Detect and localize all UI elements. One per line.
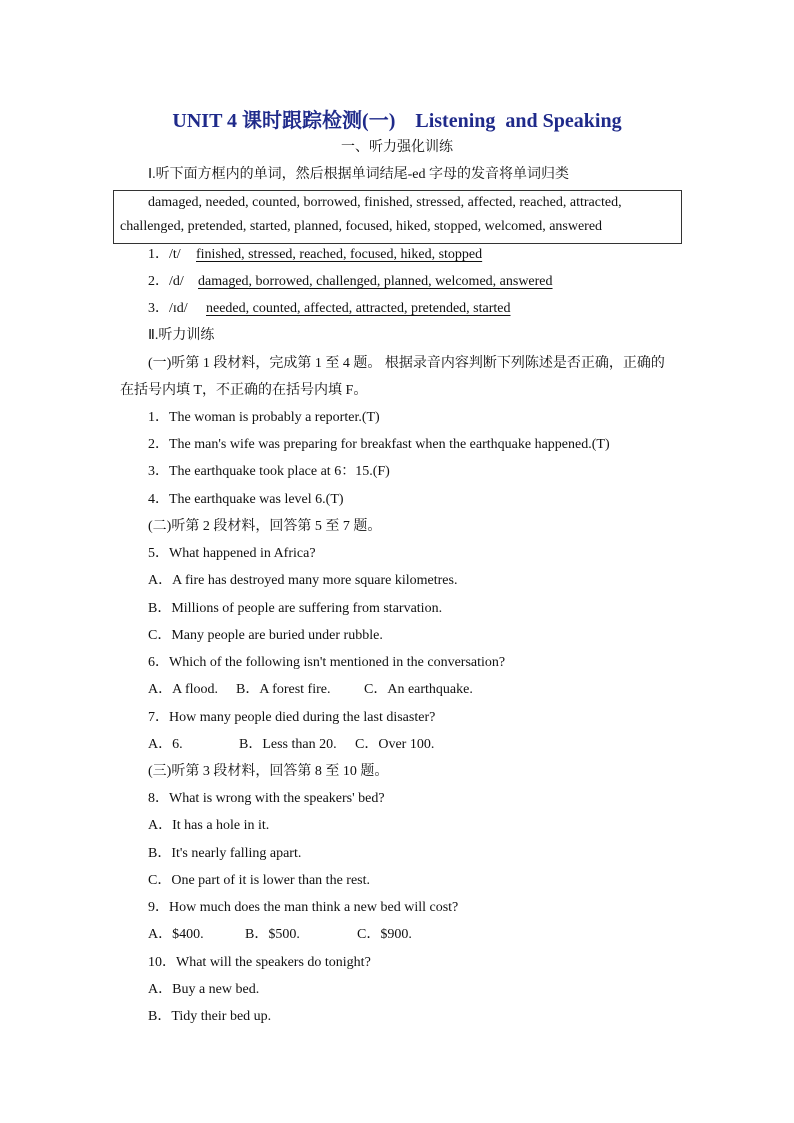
- answer-text: damaged, borrowed, challenged, planned, welcomed, answered: [198, 274, 553, 289]
- question-8-option-b: B．It's nearly falling apart.: [148, 846, 302, 861]
- answer-label: 1．/t/: [148, 247, 181, 262]
- answer-label: 3．/ɪd/: [148, 301, 188, 316]
- question-3: 3．The earthquake took place at 6：15.(F): [148, 464, 390, 479]
- answer-label: 2．/d/: [148, 274, 184, 289]
- page-title: UNIT 4 课时跟踪检测(一) Listening and Speaking: [172, 110, 622, 132]
- question-1: 1．The woman is probably a reporter.(T): [148, 410, 380, 425]
- question-8-option-c: C．One part of it is lower than the rest.: [148, 873, 371, 888]
- question-6: 6．Which of the following isn't mentioned in the conversation?: [148, 655, 506, 670]
- section-1-instruction-line-2: 在括号内填 T，不正确的在括号内填 F。: [120, 383, 368, 398]
- option-c: C．An earthquake.: [364, 682, 473, 697]
- word-box-line-1: damaged, needed, counted, borrowed, finished, stressed, affected, reached, attracted,: [148, 195, 622, 210]
- question-7-options: [148, 736, 434, 754]
- option-c: C．Over 100.: [355, 737, 435, 752]
- question-5: 5．What happened in Africa?: [148, 546, 316, 561]
- question-7: 7．How many people died during the last disaster?: [148, 710, 436, 725]
- option-a: A．$400.: [148, 927, 204, 942]
- part2-heading: Ⅱ.听力训练: [148, 328, 215, 343]
- answer-text: finished, stressed, reached, focused, hiked, stopped: [196, 247, 483, 262]
- question-4: 4．The earthquake was level 6.(T): [148, 492, 344, 507]
- option-b: B．Less than 20.: [239, 737, 337, 752]
- question-8: 8．What is wrong with the speakers' bed?: [148, 791, 385, 806]
- question-10: 10．What will the speakers do tonight?: [148, 955, 371, 970]
- section-3-instruction: (三)听第 3 段材料，回答第 8 至 10 题。: [148, 764, 389, 779]
- option-a: A．6.: [148, 737, 183, 752]
- word-box-line-2: challenged, pretended, started, planned, focused, hiked, stopped, welcomed, answered: [120, 219, 603, 234]
- answer-row-id: [148, 300, 510, 318]
- question-10-option-b: B．Tidy their bed up.: [148, 1009, 272, 1024]
- question-9-options: [148, 926, 412, 944]
- question-5-option-a: A．A fire has destroyed many more square kilometres.: [148, 573, 458, 588]
- answer-row-d: [148, 273, 553, 291]
- section-heading-one: 一、听力强化训练: [341, 140, 453, 155]
- question-2: 2．The man's wife was preparing for breakfast when the earthquake happened.(T): [148, 437, 610, 452]
- question-5-option-b: B．Millions of people are suffering from starvation.: [148, 601, 443, 616]
- section-2-instruction: (二)听第 2 段材料，回答第 5 至 7 题。: [148, 519, 382, 534]
- section-1-instruction-line-1: (一)听第 1 段材料，完成第 1 至 4 题。 根据录音内容判断下列陈述是否正确，正确的: [148, 356, 665, 371]
- option-b: B．A forest fire.: [236, 682, 331, 697]
- question-8-option-a: A．It has a hole in it.: [148, 818, 270, 833]
- part1-instruction: Ⅰ.听下面方框内的单词，然后根据单词结尾-ed 字母的发音将单词归类: [148, 167, 570, 182]
- question-10-option-a: A．Buy a new bed.: [148, 982, 260, 997]
- option-c: C．$900.: [357, 927, 412, 942]
- answer-text: needed, counted, affected, attracted, pretended, started: [206, 301, 511, 316]
- option-a: A．A flood.: [148, 682, 218, 697]
- answer-row-t: [148, 246, 482, 264]
- question-5-option-c: C．Many people are buried under rubble.: [148, 628, 383, 643]
- option-b: B．$500.: [245, 927, 300, 942]
- question-9: 9．How much does the man think a new bed will cost?: [148, 900, 459, 915]
- question-6-options: [148, 681, 473, 699]
